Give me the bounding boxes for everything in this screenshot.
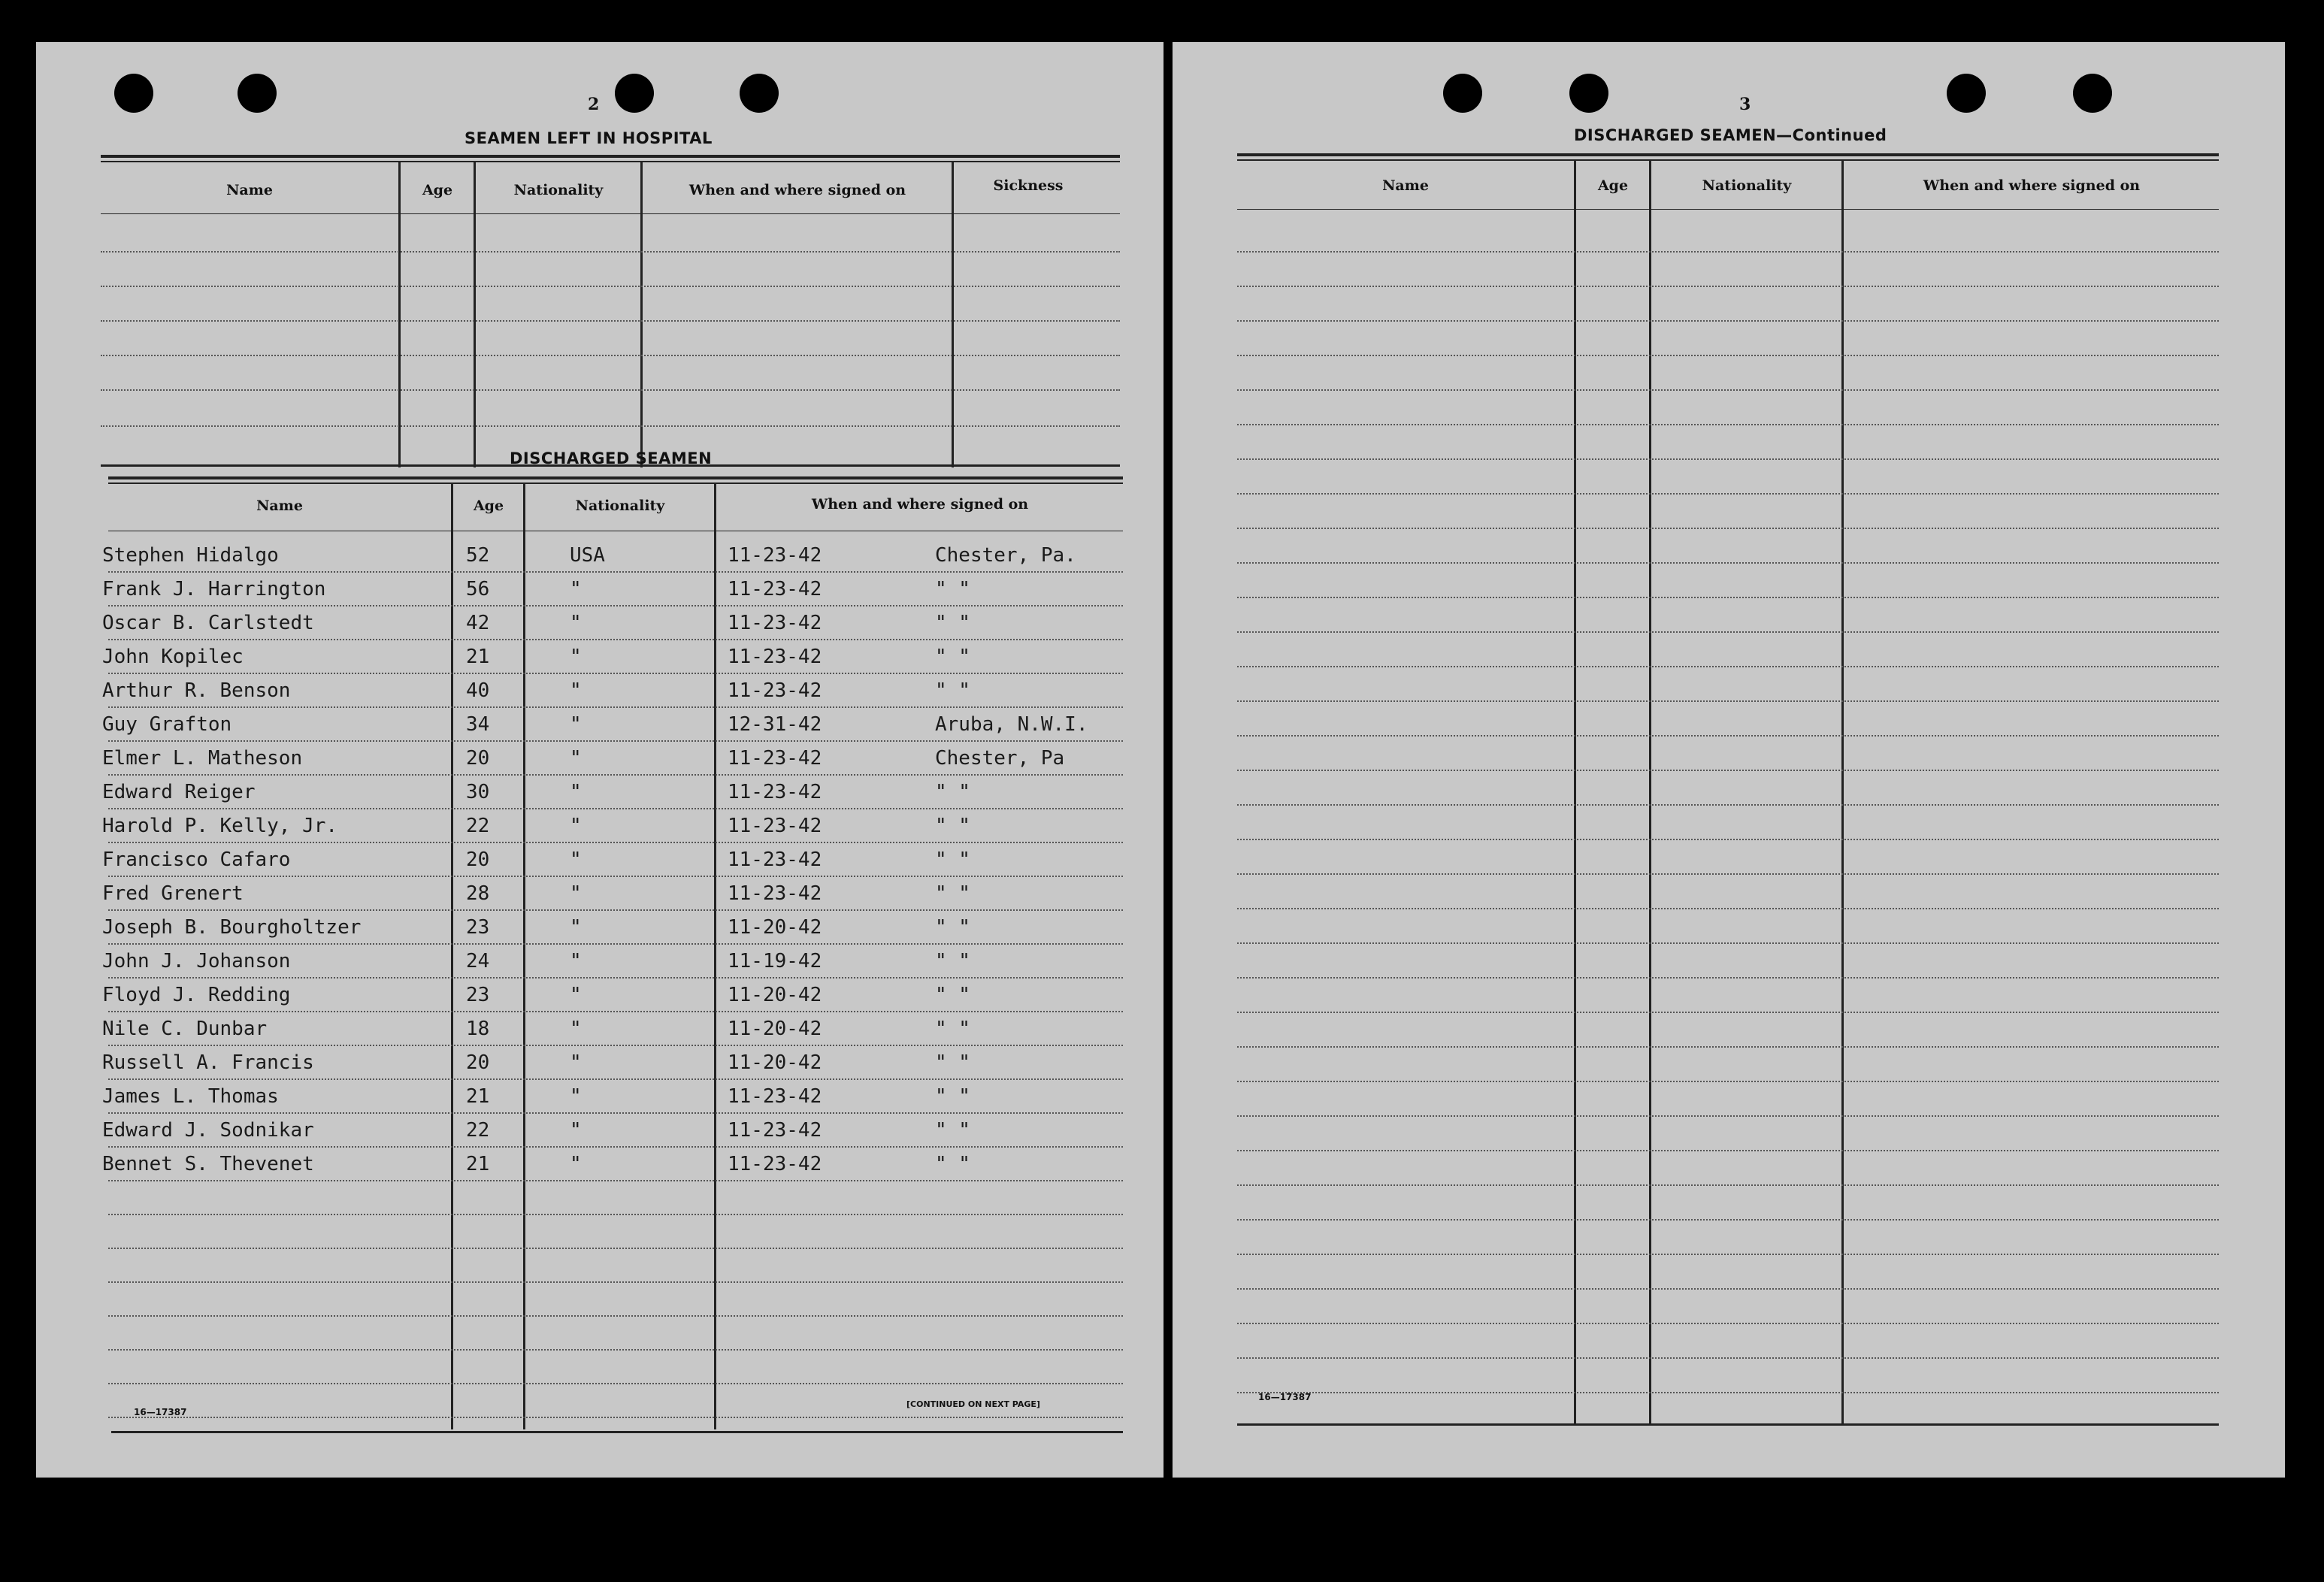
row-line <box>1237 1219 2219 1221</box>
signed-on-date: 11-23-42 <box>728 1119 822 1142</box>
row-line <box>108 1248 1123 1249</box>
hospital-col-nationality: Nationality <box>513 182 604 198</box>
continued-section-title <box>1574 126 1887 144</box>
signed-on-date: 11-20-42 <box>728 1051 822 1074</box>
seaman-age: 56 <box>466 578 490 600</box>
hospital-section-title: SEAMEN LEFT IN HOSPITAL <box>464 129 713 147</box>
signed-on-place: " " <box>935 781 970 803</box>
row-line <box>1237 597 2219 598</box>
row-line <box>108 1011 1123 1012</box>
seaman-nationality: " <box>570 747 582 770</box>
row-line <box>108 1383 1123 1384</box>
signed-on-date: 11-23-42 <box>728 815 822 837</box>
form-number: 16—17387 <box>1258 1392 1312 1402</box>
seaman-nationality: " <box>570 1119 582 1142</box>
row-line <box>101 251 1120 253</box>
row-line <box>108 740 1123 742</box>
seaman-age: 28 <box>466 882 490 905</box>
discharged-col-nationality: Nationality <box>575 498 665 514</box>
row-line <box>1237 286 2219 287</box>
signed-on-place: " " <box>935 1153 970 1175</box>
row-line <box>108 1112 1123 1114</box>
seaman-name: Joseph B. Bourgholtzer <box>102 916 362 939</box>
signed-on-date: 11-23-42 <box>728 679 822 702</box>
hospital-col-age: Age <box>422 182 453 198</box>
row-line <box>108 808 1123 809</box>
signed-on-date: 11-23-42 <box>728 578 822 600</box>
column-line <box>398 162 401 467</box>
column-line <box>952 162 954 467</box>
signed-on-place: " " <box>935 1085 970 1108</box>
signed-on-place: Chester, Pa <box>935 747 1065 770</box>
signed-on-place: " " <box>935 1018 970 1040</box>
seaman-name: Edward J. Sodnikar <box>102 1119 314 1142</box>
continued-note: [CONTINUED ON NEXT PAGE] <box>906 1399 1040 1409</box>
seaman-age: 52 <box>466 544 490 567</box>
signed-on-place: " " <box>935 679 970 702</box>
row-line <box>1237 251 2219 253</box>
row-line <box>1237 355 2219 356</box>
punch-hole <box>114 74 153 113</box>
row-line <box>101 389 1120 391</box>
seaman-nationality: " <box>570 1018 582 1040</box>
seaman-name: Arthur R. Benson <box>102 679 291 702</box>
signed-on-date: 11-23-42 <box>728 781 822 803</box>
row-line <box>1237 631 2219 633</box>
bottom-rule <box>1237 1423 2219 1426</box>
row-line <box>1237 977 2219 979</box>
seaman-age: 20 <box>466 747 490 770</box>
row-line <box>1237 1288 2219 1290</box>
row-line <box>1237 1115 2219 1117</box>
seaman-name: John Kopilec <box>102 646 244 668</box>
row-line <box>108 1417 1123 1418</box>
row-line <box>1237 1150 2219 1151</box>
seaman-nationality: " <box>570 646 582 668</box>
signed-on-date: 11-23-42 <box>728 1153 822 1175</box>
row-line <box>108 842 1123 843</box>
discharged-section-title: DISCHARGED SEAMEN <box>510 449 713 467</box>
seaman-name: Nile C. Dunbar <box>102 1018 268 1040</box>
row-line <box>108 1078 1123 1080</box>
row-line <box>1237 770 2219 771</box>
seaman-name: Elmer L. Matheson <box>102 747 303 770</box>
row-line <box>1237 804 2219 806</box>
seaman-nationality: " <box>570 781 582 803</box>
signed-on-date: 11-23-42 <box>728 612 822 634</box>
row-line <box>108 774 1123 776</box>
row-line <box>101 425 1120 427</box>
seaman-name: Guy Grafton <box>102 713 232 736</box>
divider <box>101 161 1120 162</box>
seaman-name: Frank J. Harrington <box>102 578 326 600</box>
row-line <box>101 286 1120 287</box>
signed-on-date: 11-23-42 <box>728 646 822 668</box>
signed-on-place: " " <box>935 882 970 905</box>
row-line <box>108 1214 1123 1215</box>
seaman-name: Floyd J. Redding <box>102 984 291 1006</box>
row-line <box>1237 1323 2219 1324</box>
signed-on-date: 11-23-42 <box>728 544 822 567</box>
signed-on-date: 11-23-42 <box>728 848 822 871</box>
seaman-age: 42 <box>466 612 490 634</box>
row-line <box>108 673 1123 674</box>
row-line <box>1237 562 2219 564</box>
row-line <box>108 1146 1123 1148</box>
seaman-age: 21 <box>466 646 490 668</box>
signed-on-date: 12-31-42 <box>728 713 822 736</box>
signed-on-place: Aruba, N.W.I. <box>935 713 1088 736</box>
signed-on-place: " " <box>935 646 970 668</box>
seaman-age: 20 <box>466 1051 490 1074</box>
header-underline <box>1237 209 2219 210</box>
row-line <box>108 909 1123 911</box>
column-line <box>1574 161 1576 1423</box>
row-line <box>108 876 1123 877</box>
right-page <box>1173 42 2285 1478</box>
signed-on-date: 11-23-42 <box>728 1085 822 1108</box>
seaman-age: 24 <box>466 950 490 972</box>
seaman-age: 21 <box>466 1085 490 1108</box>
signed-on-date: 11-19-42 <box>728 950 822 972</box>
row-line <box>1237 873 2219 875</box>
discharged-col-signed: When and where signed on <box>811 496 1029 513</box>
header-underline <box>101 213 1120 214</box>
row-line <box>1237 320 2219 322</box>
seaman-nationality: " <box>570 848 582 871</box>
row-line <box>108 571 1123 573</box>
row-line <box>101 355 1120 356</box>
hospital-col-signed: When and where signed on <box>688 182 906 198</box>
row-line <box>1237 839 2219 840</box>
signed-on-place: Chester, Pa. <box>935 544 1076 567</box>
seaman-age: 20 <box>466 848 490 871</box>
punch-hole <box>2073 74 2112 113</box>
seaman-nationality: " <box>570 713 582 736</box>
divider <box>108 482 1123 484</box>
seaman-name: Oscar B. Carlstedt <box>102 612 314 634</box>
signed-on-place: " " <box>935 984 970 1006</box>
seaman-age: 40 <box>466 679 490 702</box>
signed-on-date: 11-20-42 <box>728 916 822 939</box>
row-line <box>1237 666 2219 667</box>
seaman-name: Fred Grenert <box>102 882 244 905</box>
seaman-name: Russell A. Francis <box>102 1051 314 1074</box>
punch-hole <box>1947 74 1986 113</box>
row-line <box>1237 458 2219 460</box>
row-line <box>1237 424 2219 425</box>
row-line <box>108 943 1123 945</box>
row-line <box>108 977 1123 979</box>
seaman-name: Stephen Hidalgo <box>102 544 279 567</box>
row-line <box>108 639 1123 640</box>
seaman-name: Edward Reiger <box>102 781 256 803</box>
column-line <box>474 162 476 467</box>
signed-on-place: " " <box>935 950 970 972</box>
seaman-nationality: " <box>570 679 582 702</box>
row-line <box>1237 528 2219 529</box>
hospital-col-sickness: Sickness <box>993 177 1064 194</box>
continued-title-suffix: —Continued <box>1776 126 1887 144</box>
row-line <box>1237 1046 2219 1048</box>
row-line <box>108 706 1123 708</box>
seaman-age: 22 <box>466 815 490 837</box>
seaman-nationality: " <box>570 612 582 634</box>
continued-col-signed: When and where signed on <box>1923 177 2141 194</box>
punch-hole <box>1569 74 1608 113</box>
seaman-age: 23 <box>466 984 490 1006</box>
row-line <box>1237 1081 2219 1082</box>
punch-hole <box>740 74 779 113</box>
seaman-name: John J. Johanson <box>102 950 291 972</box>
signed-on-place: " " <box>935 916 970 939</box>
signed-on-place: " " <box>935 848 970 871</box>
seaman-name: Francisco Cafaro <box>102 848 291 871</box>
row-line <box>101 320 1120 322</box>
row-line <box>1237 1357 2219 1359</box>
seaman-nationality: " <box>570 984 582 1006</box>
row-line <box>1237 389 2219 391</box>
hospital-col-name: Name <box>226 182 273 198</box>
seaman-nationality: " <box>570 815 582 837</box>
column-line <box>1841 161 1844 1423</box>
row-line <box>108 605 1123 606</box>
seaman-age: 34 <box>466 713 490 736</box>
discharged-col-age: Age <box>473 498 504 514</box>
signed-on-date: 11-20-42 <box>728 984 822 1006</box>
signed-on-place: " " <box>935 578 970 600</box>
divider <box>1237 159 2219 161</box>
column-line <box>640 162 643 467</box>
seaman-name: Bennet S. Thevenet <box>102 1153 314 1175</box>
continued-col-age: Age <box>1597 177 1629 194</box>
seaman-nationality: " <box>570 950 582 972</box>
signed-on-place: " " <box>935 815 970 837</box>
seaman-age: 18 <box>466 1018 490 1040</box>
signed-on-date: 11-23-42 <box>728 882 822 905</box>
row-line <box>108 1349 1123 1351</box>
row-line <box>108 1180 1123 1181</box>
seaman-name: Harold P. Kelly, Jr. <box>102 815 338 837</box>
signed-on-place: " " <box>935 1051 970 1074</box>
column-line <box>523 484 525 1429</box>
seaman-nationality: " <box>570 1085 582 1108</box>
signed-on-place: " " <box>935 1119 970 1142</box>
divider <box>108 476 1123 479</box>
seaman-age: 30 <box>466 781 490 803</box>
signed-on-date: 11-23-42 <box>728 747 822 770</box>
punch-hole <box>1443 74 1482 113</box>
discharged-col-name: Name <box>256 498 303 514</box>
signed-on-date: 11-20-42 <box>728 1018 822 1040</box>
seaman-nationality: " <box>570 1153 582 1175</box>
seaman-nationality: " <box>570 1051 582 1074</box>
row-line <box>1237 908 2219 909</box>
seaman-nationality: USA <box>570 544 605 567</box>
bottom-rule <box>111 1431 1123 1433</box>
form-number: 16—17387 <box>134 1407 187 1417</box>
row-line <box>1237 493 2219 495</box>
divider <box>1237 153 2219 156</box>
row-line <box>108 1045 1123 1046</box>
continued-col-name: Name <box>1382 177 1429 194</box>
continued-title-main: DISCHARGED SEAMEN <box>1574 126 1777 144</box>
divider <box>101 155 1120 158</box>
punch-hole <box>615 74 654 113</box>
left-page <box>36 42 1164 1478</box>
seaman-name: James L. Thomas <box>102 1085 279 1108</box>
seaman-nationality: " <box>570 916 582 939</box>
page-number: 3 <box>1739 95 1751 114</box>
punch-hole <box>238 74 277 113</box>
row-line <box>108 1281 1123 1283</box>
signed-on-place: " " <box>935 612 970 634</box>
row-line <box>1237 1012 2219 1013</box>
seaman-nationality: " <box>570 882 582 905</box>
page-number: 2 <box>588 95 600 114</box>
row-line <box>1237 1254 2219 1255</box>
column-line <box>451 484 453 1429</box>
seaman-age: 22 <box>466 1119 490 1142</box>
column-line <box>714 484 716 1429</box>
row-line <box>1237 942 2219 944</box>
row-line <box>108 1315 1123 1317</box>
seaman-age: 23 <box>466 916 490 939</box>
column-line <box>1649 161 1651 1423</box>
seaman-nationality: " <box>570 578 582 600</box>
row-line <box>1237 1392 2219 1393</box>
row-line <box>1237 700 2219 702</box>
continued-col-nationality: Nationality <box>1702 177 1792 194</box>
row-line <box>1237 735 2219 737</box>
row-line <box>1237 1184 2219 1186</box>
seaman-age: 21 <box>466 1153 490 1175</box>
